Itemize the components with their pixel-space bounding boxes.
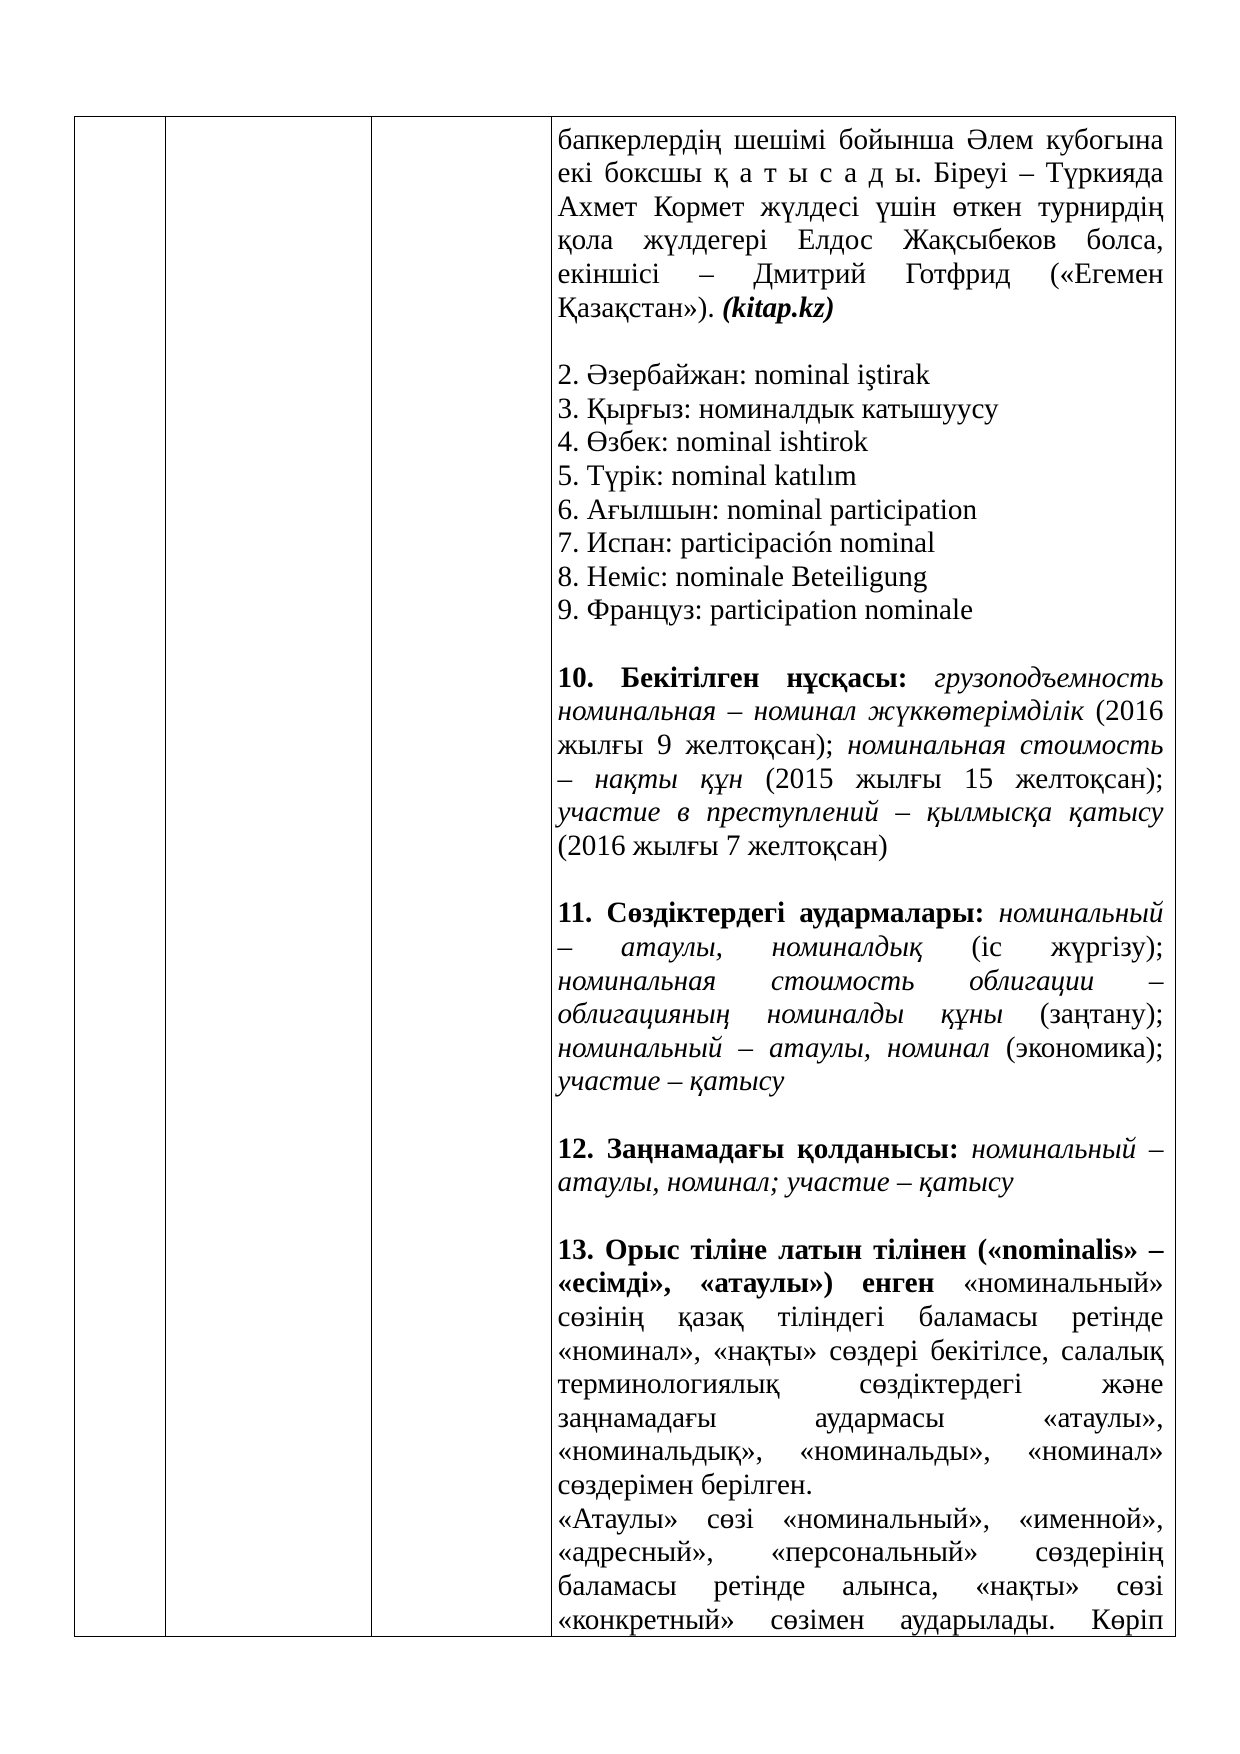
paragraph (558, 460, 1164, 494)
italic-text-run: – нақты құн (557, 762, 743, 795)
regular-text-run: баламасы ретінде алынса, «нақты» сөзі (557, 1570, 1164, 1603)
text-line (558, 1435, 1164, 1469)
paragraph (558, 1234, 1164, 1503)
document-table (74, 116, 1176, 1637)
regular-text-run: сөздерімен берілген. (557, 1469, 813, 1502)
regular-text-run: Ахмет Кормет жүлдесі үшін өткен турнирдің (557, 190, 1164, 223)
italic-text-run: грузоподъемность (934, 661, 1164, 694)
bold-text-run: «есімді», «атаулы») енген (557, 1267, 935, 1300)
text-line (558, 1503, 1164, 1537)
text-line (558, 662, 1164, 696)
translations-list-section (558, 359, 1164, 628)
italic-text-run: номинальная – номинал жүккөтерімділік (557, 695, 1085, 728)
text-line (558, 561, 1164, 595)
regular-text-run: (экономика); (989, 1031, 1164, 1064)
text-line (558, 1368, 1164, 1402)
text-line (558, 1335, 1164, 1369)
text-line (558, 1469, 1164, 1503)
text-line (558, 224, 1164, 258)
paragraph (558, 359, 1164, 393)
conclusion-section (558, 1234, 1164, 1638)
regular-text-run: (заңтану); (1003, 998, 1164, 1031)
text-line (558, 359, 1164, 393)
text-line (558, 426, 1164, 460)
legislation-usage-section (558, 1133, 1164, 1200)
regular-text-run: «адресный», «персональный» сөздерінің (557, 1536, 1164, 1569)
text-line (558, 494, 1164, 528)
dictionary-translations-section (558, 897, 1164, 1099)
text-line (558, 1570, 1164, 1604)
text-line (558, 1402, 1164, 1436)
regular-text-run: сөзінің қазақ тіліндегі баламасы ретінде (557, 1300, 1164, 1333)
italic-text-run: номинальный (998, 897, 1164, 930)
text-line (558, 594, 1164, 628)
text-line (558, 393, 1164, 427)
regular-text-run: (2016 жылғы 7 желтоқсан) (557, 829, 888, 862)
text-line (558, 830, 1164, 864)
paragraph (558, 494, 1164, 528)
regular-text-run: екіншісі – Дмитрий Готфрид («Егемен (557, 258, 1164, 291)
regular-text-run: терминологиялық сөздіктердегі және (557, 1368, 1164, 1401)
cell-text-block (558, 124, 1164, 1638)
text-line (558, 1166, 1164, 1200)
bold-text-run: 10. Бекітілген нұсқасы: (557, 661, 935, 694)
bold-italic-text-run: (kitap.kz) (721, 291, 835, 324)
regular-text-run: 2. Әзербайжан: nominal iştirak (557, 358, 930, 391)
regular-text-run: қола жүлдегері Елдос Жақсыбеков болса, (557, 224, 1164, 257)
regular-text-run: (2016 (1084, 695, 1164, 728)
example-quote-section (558, 124, 1164, 326)
italic-text-run: облигацияның номиналды құны (557, 998, 1004, 1031)
paragraph (558, 1503, 1164, 1638)
italic-text-run: номинальный – (971, 1132, 1164, 1165)
paragraph (558, 561, 1164, 595)
regular-text-run: заңнамадағы аудармасы «атаулы», (557, 1401, 1164, 1434)
regular-text-run: 7. Испан: participación nominal (557, 527, 936, 560)
regular-text-run: 4. Өзбек: nominal ishtirok (557, 426, 869, 459)
italic-text-run: номинальная стоимость облигации – (557, 964, 1164, 997)
table-cell-empty-1 (75, 117, 165, 1636)
regular-text-run: «Атаулы» сөзі «номинальный», «именной», (557, 1502, 1164, 1535)
regular-text-run: Қазақстан»). (557, 291, 722, 324)
italic-text-run: номинальный – атаулы, номинал (557, 1031, 990, 1064)
text-line (558, 460, 1164, 494)
regular-text-run: (2015 жылғы 15 желтоқсан); (743, 762, 1164, 795)
italic-text-run: участие – қатысу (557, 1065, 785, 1098)
italic-text-run: номинальная стоимость (847, 729, 1164, 762)
approved-variant-section (558, 662, 1164, 864)
bold-text-run: 12. Заңнамадағы қолданысы: (557, 1132, 972, 1165)
regular-text-run: 5. Түрік: nominal katılım (557, 459, 857, 492)
text-line (558, 897, 1164, 931)
text-line (558, 763, 1164, 797)
paragraph (558, 426, 1164, 460)
paragraph (558, 897, 1164, 1099)
text-line (558, 931, 1164, 965)
regular-text-run: «конкретный» сөзімен аударылады. Көріп (557, 1603, 1164, 1636)
paragraph (558, 527, 1164, 561)
bold-text-run: 11. Сөздіктердегі аудармалары: (557, 897, 999, 930)
text-line (558, 1234, 1164, 1268)
text-line (558, 729, 1164, 763)
text-line (558, 1065, 1164, 1099)
regular-text-run: 6. Ағылшын: nominal participation (557, 493, 978, 526)
text-line (558, 1133, 1164, 1167)
paragraph (558, 124, 1164, 326)
text-line (558, 796, 1164, 830)
text-line (558, 1032, 1164, 1066)
text-line (558, 124, 1164, 158)
text-line (558, 157, 1164, 191)
text-line (558, 258, 1164, 292)
text-line (558, 1301, 1164, 1335)
regular-text-run: 8. Неміс: nominale Beteiligung (557, 560, 928, 593)
italic-text-run: атаулы, номинал; участие – қатысу (557, 1166, 1014, 1199)
paragraph (558, 1133, 1164, 1200)
table-cell-empty-3 (371, 117, 551, 1636)
bold-text-run: 13. Орыс тіліне латын тілінен («nominalis» – (557, 1233, 1164, 1266)
regular-text-run: 9. Француз: participation nominale (557, 594, 974, 627)
text-line (558, 1536, 1164, 1570)
italic-text-run: – атаулы, номиналдық (557, 930, 923, 963)
text-line (558, 292, 1164, 326)
text-line (558, 1604, 1164, 1638)
table-cell-text (551, 117, 1176, 1636)
regular-text-run: бапкерлердің шешімі бойынша Әлем кубогына (557, 123, 1164, 156)
regular-text-run: «номинал», «нақты» сөздері бекітілсе, салалық (557, 1334, 1164, 1367)
regular-text-run: 3. Қырғыз: номиналдык катышуусу (557, 392, 999, 425)
text-line (558, 1267, 1164, 1301)
paragraph (558, 393, 1164, 427)
paragraph (558, 594, 1164, 628)
regular-text-run: «номинальный» (934, 1267, 1164, 1300)
text-line (558, 191, 1164, 225)
text-line (558, 527, 1164, 561)
text-line (558, 695, 1164, 729)
table-cell-empty-2 (165, 117, 371, 1636)
italic-text-run: участие в преступлений – қылмысқа қатысу (557, 796, 1164, 829)
text-line (558, 998, 1164, 1032)
regular-text-run: «номинальдық», «номинальды», «номинал» (557, 1435, 1164, 1468)
regular-text-run: жылғы 9 желтоқсан); (557, 729, 848, 762)
text-line (558, 965, 1164, 999)
regular-text-run: (іс жүргізу); (922, 930, 1164, 963)
regular-text-run: екі боксшы қ а т ы с а д ы. Біреуі – Түркияда (557, 157, 1164, 190)
paragraph (558, 662, 1164, 864)
